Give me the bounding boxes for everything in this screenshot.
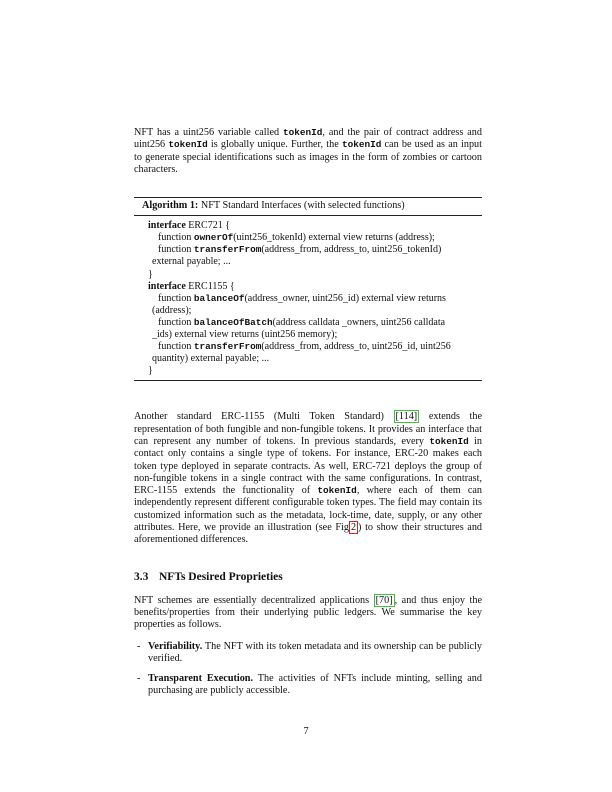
intro-paragraph: [134, 127, 482, 176]
code-token: tokenId: [317, 485, 357, 497]
algo-line: external payable; ...: [152, 256, 231, 268]
text: can be used as an input to generate special identifications such as images in the form of zombies or cartoon characters.: [134, 139, 482, 175]
text: extends the representation of both fungible and non-fungible tokens. It provides an interface that can represent any number of tokens. In previous standards, every: [134, 411, 482, 447]
list-item: [134, 673, 482, 698]
algo-line: [148, 244, 482, 256]
text: , and the pair of contract address and uint256: [134, 127, 482, 151]
algo-line: [148, 293, 482, 305]
algorithm-box: [134, 197, 482, 381]
algo-line: }: [148, 268, 153, 280]
text: ) to show their structures and aforementioned differences.: [134, 522, 483, 546]
algorithm-body: [134, 216, 482, 380]
text: function: [158, 316, 194, 328]
code-token: tokenId: [429, 436, 469, 447]
algo-line: _ids) external view returns (uint256 memory);: [152, 329, 338, 341]
text: function: [158, 232, 194, 244]
text: The NFT with its token metadata and its ownership can be publicly verified.: [148, 640, 482, 664]
text: is globally unique. Further, the: [207, 139, 342, 151]
section-heading: [134, 571, 482, 583]
algo-line: [148, 341, 482, 353]
text: (uint256_tokenId) external view returns (address);: [233, 232, 435, 244]
page-number: 7: [303, 726, 309, 737]
bullet: -: [137, 673, 141, 685]
function-name: transferFrom: [193, 244, 262, 256]
function-name: balanceOfBatch: [193, 316, 273, 328]
text: (address calldata _owners, uint256 calldata: [272, 316, 446, 328]
list-item: [134, 641, 482, 666]
text: (address_from, address_to, uint256_tokenId): [261, 244, 442, 256]
keyword: interface: [148, 220, 186, 232]
algorithm-label: Algorithm 1:: [142, 200, 199, 212]
algorithm-caption: [134, 198, 482, 216]
term: Verifiability.: [148, 640, 203, 652]
code-token: tokenId: [341, 139, 382, 151]
code-token: tokenId: [168, 139, 208, 151]
text: function: [158, 341, 194, 353]
code-token: tokenId: [283, 127, 323, 138]
algo-line: [148, 232, 482, 244]
text: Another standard ERC-1155 (Multi Token Standard): [134, 411, 394, 423]
figure-link[interactable]: 2: [350, 522, 357, 534]
text: , and thus enjoy the benefits/properties from their underlying public ledgers. We summarise the key properties as follows.: [134, 594, 482, 631]
algo-line: [148, 317, 482, 329]
algo-line: }: [148, 365, 153, 377]
text: NFT schemes are essentially decentralized applications: [134, 594, 374, 606]
section-title: NFTs Desired Proprieties: [159, 570, 283, 583]
section-number: 3.3: [134, 570, 149, 583]
function-name: transferFrom: [193, 341, 262, 353]
citation-link[interactable]: [114]: [395, 411, 418, 423]
text: function: [158, 244, 194, 256]
erc1155-paragraph: [134, 411, 482, 546]
section-paragraph: [134, 595, 482, 632]
algo-line: quantity) external payable; ...: [152, 353, 270, 365]
function-name: ownerOf: [193, 232, 234, 244]
interface-name: ERC721 {: [185, 220, 231, 232]
function-name: balanceOf: [193, 292, 245, 304]
citation-link[interactable]: [70]: [375, 594, 393, 606]
text: (address_from, address_to, uint256_id, uint256: [261, 341, 451, 353]
algo-line: [148, 281, 482, 293]
text: NFT has a uint256 variable called: [134, 127, 283, 138]
algorithm-title: NFT Standard Interfaces (with selected functions): [200, 200, 405, 212]
text: (address_owner, uint256_id) external view returns: [244, 292, 446, 304]
keyword: interface: [148, 280, 186, 292]
bullet: -: [137, 640, 141, 652]
properties-list: [134, 641, 482, 698]
section-3-3: [134, 571, 482, 698]
text: in contact only contains a single type of tokens. For instance, ERC-20 makes each token type deployed in separate contracts. As well, ERC-721 deploys the group of non-fungible tokens in a single contract with the same configurations. In contrast, ERC-1155 extends the functionality of: [134, 436, 482, 497]
interface-name: ERC1155 {: [185, 280, 235, 292]
page-content: [134, 127, 482, 706]
text: The activities of NFTs include minting, selling and purchasing are publicly accessible.: [148, 673, 482, 697]
algo-line: [148, 220, 482, 232]
term: Transparent Execution.: [148, 673, 254, 685]
text: function: [158, 292, 194, 304]
algo-line: (address);: [152, 304, 192, 316]
text: , where each of them can independently represent different configurable token types. The field may contain its customized information such as the metadata, lock-time, date, supply, or any other attributes. Here, we provide an illustration (see Fig: [134, 485, 482, 534]
